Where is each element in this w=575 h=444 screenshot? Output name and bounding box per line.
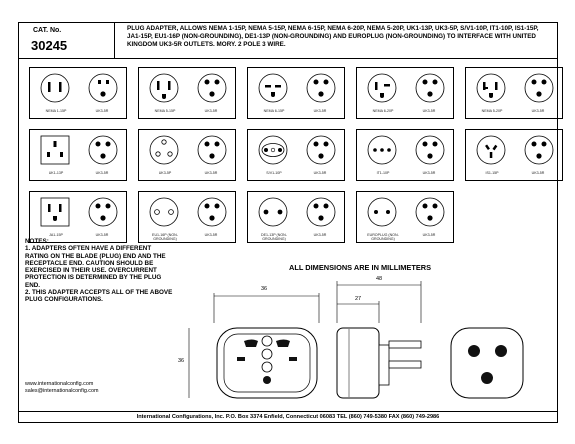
socket-label: UK3-5R [422,109,436,113]
socket-label: UK3-5R [531,109,545,113]
adapter-rear-view [451,328,523,398]
footer: International Configurations, Inc. P.O. Box 3374 Enfield, Connecticut 06083 TEL (860) 749-5380 FAX (860) 749-2986 [19,411,557,422]
dim-depth-body: 27 [355,296,362,302]
plug-label: NEMA 5-15P [154,109,176,113]
dim-depth-total: 48 [376,276,383,282]
plug-label: JA1-15P [49,233,63,237]
plug-label: EU1-16P (NON-GROUNDING) [152,233,178,242]
website-link[interactable]: www.internationalconfig.com [25,381,94,387]
contact-block [25,381,115,395]
spec-sheet [18,22,558,423]
socket-label: UK3-5R [422,171,436,175]
plug-label: EUROPLUG (NON-GROUNDING) [367,233,399,242]
socket-label: UK3-5R [95,233,109,237]
adapter-side-view [337,281,421,398]
dim-height-front: 36 [178,358,185,364]
cat-label: CAT. No. [33,27,62,34]
socket-label: UK3-5R [422,233,436,237]
socket-label: UK3-5R [204,109,218,113]
plug-label: S/V1-10P [266,171,282,175]
notes-title: NOTES: [25,238,49,245]
socket-label: UK3-5R [313,233,327,237]
cat-number: 30245 [31,38,68,53]
plug-label: NEMA 1-15P [45,109,67,113]
socket-label: UK3-5R [95,109,109,113]
plug-label: IS1-15P [485,171,499,175]
plug-label: DE1-13P (NON-GROUNDING) [261,233,287,242]
dim-width-front: 36 [261,286,268,292]
socket-label: UK3-5R [204,171,218,175]
adapter-front-view [189,293,319,398]
plug-label: NEMA 6-15P [263,109,285,113]
socket-label: UK3-5R [95,171,109,175]
note-2: 2. THIS ADAPTER ACCEPTS ALL OF THE ABOVE PLUG CONFIGURATIONS. [25,289,173,304]
socket-label: UK3-5R [204,233,218,237]
adapter-drawings [19,23,559,424]
socket-label: UK3-5R [313,109,327,113]
socket-label: UK3-5R [531,171,545,175]
plug-label: UK1-13P [48,171,64,175]
note-1: 1. ADAPTERS OFTEN HAVE A DIFFERENT RATING ON THE BLADE (PLUG) END AND THE RECEPTACLE END. CAUTION SHOULD BE EXERCISED IN THEIR USE. OVERCURRENT PROTECTION IS DETERMINED BY THE PLUG END. [25,245,166,289]
plug-label: NEMA 6-20P [372,109,394,113]
socket-label: UK3-5R [313,171,327,175]
plug-label: IT1-10P [376,171,390,175]
plug-label: NEMA 5-20P [481,109,503,113]
plug-label: UK3-5P [158,171,172,175]
dimensions-title: ALL DIMENSIONS ARE IN MILLIMETERS [289,263,432,272]
email-link[interactable]: sales@internationalconfig.com [25,388,99,394]
description: PLUG ADAPTER, ALLOWS NEMA 1-15P, NEMA 5-15P, NEMA 6-15P, NEMA 6-20P, NEMA 5-20P, UK1-13P, UK3-5P, S/V1-10P, IT1-10P, IS1-15P, JA1-15P, EU1-16P (NON-GROUNDING), DE1-13P (NON-GROUNDING) AND EUROPLUG (NON-GROUNDING) TO INTERFACE WITH UNITED KINGDOM UK3-5R OUTLETS. MORY. 2 POLE 3 WIRE. [115,23,557,59]
